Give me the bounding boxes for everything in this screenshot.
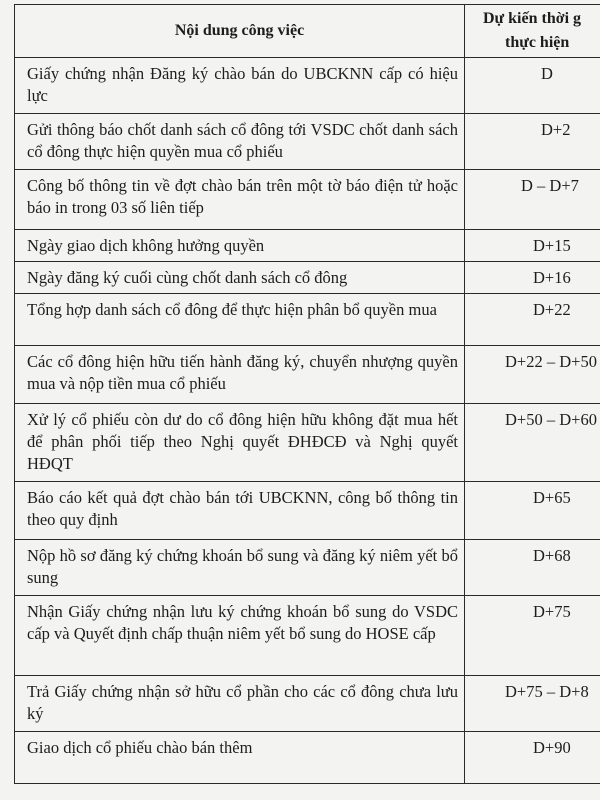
time-value: D+68: [533, 546, 571, 565]
task-cell: Ngày đăng ký cuối cùng chốt danh sách cổ đông: [15, 262, 465, 294]
task-cell: Nhận Giấy chứng nhận lưu ký chứng khoán bổ sung do VSDC cấp và Quyết định chấp thuận niêm yết bổ sung do HOSE cấp: [15, 596, 465, 676]
time-value: D+75 – D+8: [505, 682, 589, 701]
table-row: [15, 732, 600, 784]
task-cell: Giao dịch cổ phiếu chào bán thêm: [15, 732, 465, 784]
time-value: D: [541, 64, 553, 83]
time-cell: [465, 404, 600, 482]
task-cell: Ngày giao dịch không hưởng quyền: [15, 230, 465, 262]
task-cell: Gửi thông báo chốt danh sách cổ đông tới VSDC chốt danh sách cổ đông thực hiện quyền mua cổ phiếu: [15, 114, 465, 170]
time-value: D+22: [533, 300, 571, 319]
task-cell: Tổng hợp danh sách cổ đông để thực hiện phân bổ quyền mua: [15, 294, 465, 346]
time-cell: [465, 230, 600, 262]
table-row: [15, 262, 600, 294]
table-row: [15, 230, 600, 262]
time-cell: [465, 114, 600, 170]
table-row: [15, 540, 600, 596]
table-row: [15, 170, 600, 230]
task-cell: Trả Giấy chứng nhận sở hữu cổ phần cho các cổ đông chưa lưu ký: [15, 676, 465, 732]
time-cell: [465, 482, 600, 540]
time-cell: [465, 732, 600, 784]
time-cell: [465, 294, 600, 346]
header-task-label: Nội dung công việc: [174, 22, 305, 39]
task-cell: Các cổ đông hiện hữu tiến hành đăng ký, chuyển nhượng quyền mua và nộp tiền mua cổ phiếu: [15, 346, 465, 404]
time-value: D+16: [533, 268, 571, 287]
time-cell: [465, 676, 600, 732]
task-cell: Xử lý cổ phiếu còn dư do cổ đông hiện hữu không đặt mua hết để phân phối tiếp theo Nghị quyết ĐHĐCĐ và Nghị quyết HĐQT: [15, 404, 465, 482]
header-task: [15, 5, 465, 58]
time-value: D+22 – D+50: [505, 352, 597, 371]
time-value: D+90: [533, 738, 571, 757]
time-cell: [465, 262, 600, 294]
table-row: [15, 294, 600, 346]
table-row: [15, 346, 600, 404]
time-cell: [465, 58, 600, 114]
time-cell: [465, 596, 600, 676]
task-cell: Giấy chứng nhận Đăng ký chào bán do UBCKNN cấp có hiệu lực: [15, 58, 465, 114]
time-cell: [465, 170, 600, 230]
task-cell: Công bố thông tin về đợt chào bán trên một tờ báo điện tử hoặc báo in trong 03 số liên tiếp: [15, 170, 465, 230]
table-header-row: [15, 5, 600, 58]
time-value: D+15: [533, 236, 571, 255]
time-cell: [465, 346, 600, 404]
table-row: [15, 596, 600, 676]
time-cell: [465, 540, 600, 596]
table-row: [15, 114, 600, 170]
task-cell: Nộp hồ sơ đăng ký chứng khoán bổ sung và đăng ký niêm yết bổ sung: [15, 540, 465, 596]
header-time: [465, 5, 600, 58]
time-value: D+75: [533, 602, 571, 621]
table-row: [15, 676, 600, 732]
table-row: [15, 404, 600, 482]
time-value: D+65: [533, 488, 571, 507]
task-cell: Báo cáo kết quả đợt chào bán tới UBCKNN, công bố thông tin theo quy định: [15, 482, 465, 540]
table-row: [15, 482, 600, 540]
schedule-table: [14, 4, 600, 784]
left-column-edge: [0, 4, 14, 800]
header-time-line1: Dự kiến thời g: [483, 10, 582, 27]
table-body: [15, 58, 600, 784]
time-value: D+50 – D+60: [505, 410, 597, 429]
table-row: [15, 58, 600, 114]
time-value: D+2: [541, 120, 571, 139]
time-value: D – D+7: [521, 176, 579, 195]
header-time-line2: thực hiện: [505, 34, 570, 51]
